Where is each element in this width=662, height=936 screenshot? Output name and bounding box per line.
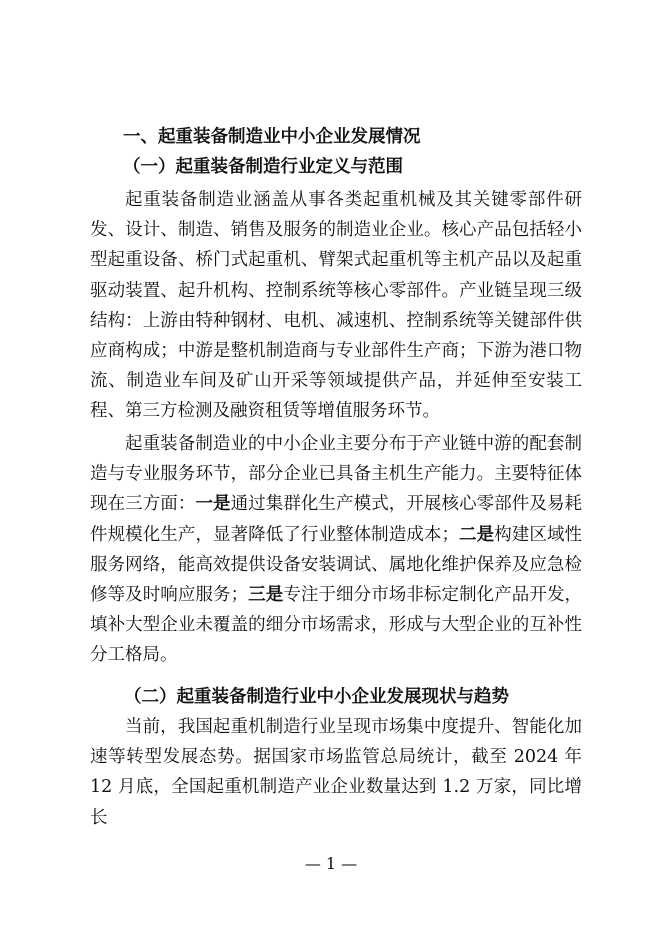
paragraph-sme-features xyxy=(90,429,582,671)
paragraph-definition: 起重装备制造业涵盖从事各类起重机械及其关键零部件研发、设计、制造、销售及服务的制造业企业。核心产品包括轻小型起重设备、桥门式起重机、臂架式起重机等主机产品以及起重驱动装置、起升机构、控制系统等核心零部件。产业链呈现三级结构：上游由特种钢材、电机、减速机、控制系统等关键部件供应商构成；中游是整机制造商与专业部件生产商；下游为港口物流、制造业车间及矿山开采等领域提供产品，并延伸至安装工程、第三方检测及融资租赁等增值服务环节。 xyxy=(90,190,582,422)
feature-label-2: 二是 xyxy=(458,524,495,545)
feature-text-1: 通过集群化生产模式，开展核心零部件及易耗件规模化生产，显著降低了行业整体制造成本； xyxy=(90,494,583,545)
page-number: — 1 — xyxy=(304,854,358,873)
subsection-heading-definition: （一）起重装备制造行业定义与范围 xyxy=(123,157,403,177)
subsection-heading-status: （二）起重装备制造行业中小企业发展现状与趋势 xyxy=(124,687,509,707)
feature-text-3: 专注于细分市场非标定制化产品开发，填补大型企业未覆盖的细分市场需求，形成与大型企业的互补性分工格局。 xyxy=(90,585,583,666)
section-heading: 一、起重装备制造业中小企业发展情况 xyxy=(123,127,421,147)
feature-label-1: 一是 xyxy=(195,494,231,515)
features-intro: 起重装备制造业的中小企业主要分布于产业链中游的配套制造与专业服务环节，部分企业已具备主机生产能力。主要特征体现在三方面： xyxy=(90,434,582,515)
paragraph-status: 当前，我国起重机制造行业呈现市场集中度提升、智能化加速等转型发展态势。据国家市场监管总局统计，截至 2024 年 12 月底，全国起重机制造产业企业数量达到 1.2 万家，同比增长 xyxy=(90,717,582,828)
feature-label-3: 三是 xyxy=(248,585,284,606)
feature-text-2: 构建区域性服务网络，能高效提供设备安装调试、属地化维护保养及应急检修等及时响应服务； xyxy=(90,524,583,606)
